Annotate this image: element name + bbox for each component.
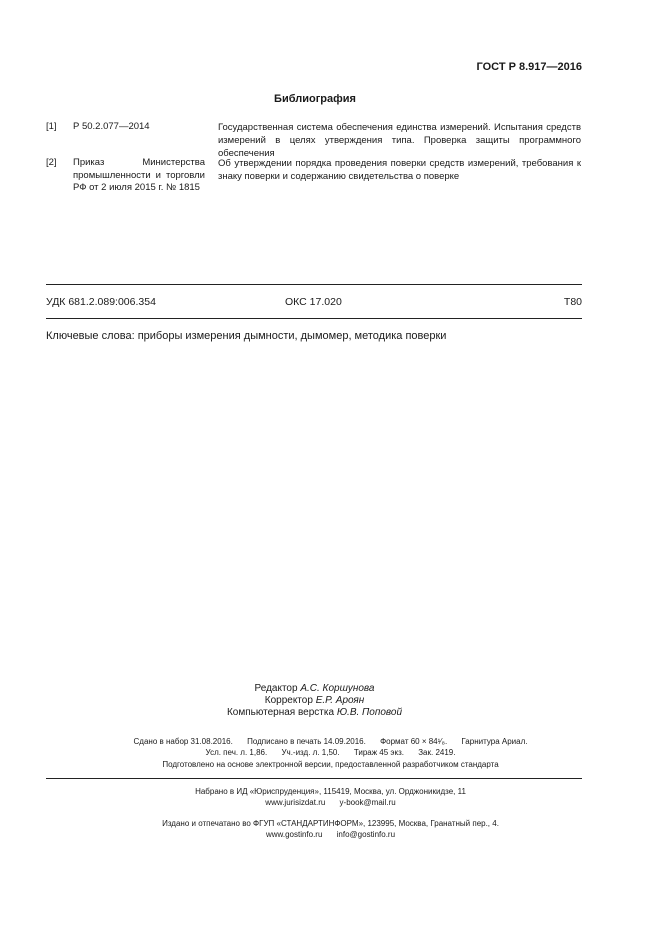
imprint-typeface: Гарнитура Ариал. xyxy=(461,737,528,746)
imprint-print-sheets: Усл. печ. л. 1,86. xyxy=(205,748,268,757)
layout-line xyxy=(0,707,645,718)
divider-middle xyxy=(46,318,582,319)
imprint-line-1 xyxy=(0,737,661,746)
imprint-run: Тираж 45 экз. xyxy=(353,748,404,757)
printed-email-link[interactable]: info@gostinfo.ru xyxy=(336,830,396,839)
imprint-typeset-contacts xyxy=(0,798,661,807)
bibliography-entry-2-number: [2] xyxy=(46,157,57,168)
bibliography-entry-1-number: [1] xyxy=(46,121,57,132)
editor-name: А.С. Коршунова xyxy=(300,683,375,694)
keywords-line: Ключевые слова: приборы измерения дымности, дымомер, методика поверки xyxy=(46,330,447,342)
bibliography-title: Библиография xyxy=(274,93,356,105)
bibliography-entry-1-source: Р 50.2.077—2014 xyxy=(73,121,150,132)
bibliography-entry-2-text: Об утверждении порядка проведения поверки средств измерений, требования к знаку поверки и содержанию свидетельства о поверке xyxy=(218,158,581,182)
document-code: ГОСТ Р 8.917—2016 xyxy=(476,61,582,73)
imprint-typeset: Набрано в ИД «Юриспруденция», 115419, Москва, ул. Орджоникидзе, 11 xyxy=(195,787,466,796)
imprint-submitted: Сдано в набор 31.08.2016. xyxy=(133,737,233,746)
editor-line xyxy=(0,683,645,694)
imprint-prepared: Подготовлено на основе электронной версии, предоставленной разработчиком стандарта xyxy=(162,760,499,769)
imprint-format: Формат 60 × 84¹⁄₈. xyxy=(380,737,448,746)
oks-code: ОКС 17.020 xyxy=(285,296,342,308)
typeset-email-link[interactable]: y-book@mail.ru xyxy=(339,798,396,807)
bibliography-entry-2-source: Приказ Министерства промышленности и торговли РФ от 2 июля 2015 г. № 1815 xyxy=(73,157,205,193)
imprint-order: Зак. 2419. xyxy=(418,748,456,757)
typeset-website-link[interactable]: www.jurisizdat.ru xyxy=(265,798,326,807)
editor-label: Редактор xyxy=(254,683,298,694)
divider-bottom xyxy=(46,778,582,779)
printed-website-link[interactable]: www.gostinfo.ru xyxy=(265,830,323,839)
corrector-line xyxy=(0,695,645,706)
divider-top xyxy=(46,284,582,285)
imprint-signed: Подписано в печать 14.09.2016. xyxy=(247,737,366,746)
corrector-label: Корректор xyxy=(264,695,313,706)
imprint-printed: Издано и отпечатано во ФГУП «СТАНДАРТИНФОРМ», 123995, Москва, Гранатный пер., 4. xyxy=(162,819,499,828)
imprint-line-2 xyxy=(0,748,661,757)
imprint-printed-contacts xyxy=(0,830,661,839)
bibliography-entry-1-text: Государственная система обеспечения единства измерений. Испытания средств измерений в целях утверждения типа. Проверка защиты программного обеспечения xyxy=(218,122,581,159)
classification-code: Т80 xyxy=(563,296,582,308)
layout-name: Ю.В. Поповой xyxy=(336,707,403,718)
udk-code: УДК 681.2.089:006.354 xyxy=(46,296,156,308)
corrector-name: Е.Р. Ароян xyxy=(315,695,365,706)
imprint-pub-sheets: Уч.-изд. л. 1,50. xyxy=(281,748,340,757)
layout-label: Компьютерная верстка xyxy=(226,707,335,718)
